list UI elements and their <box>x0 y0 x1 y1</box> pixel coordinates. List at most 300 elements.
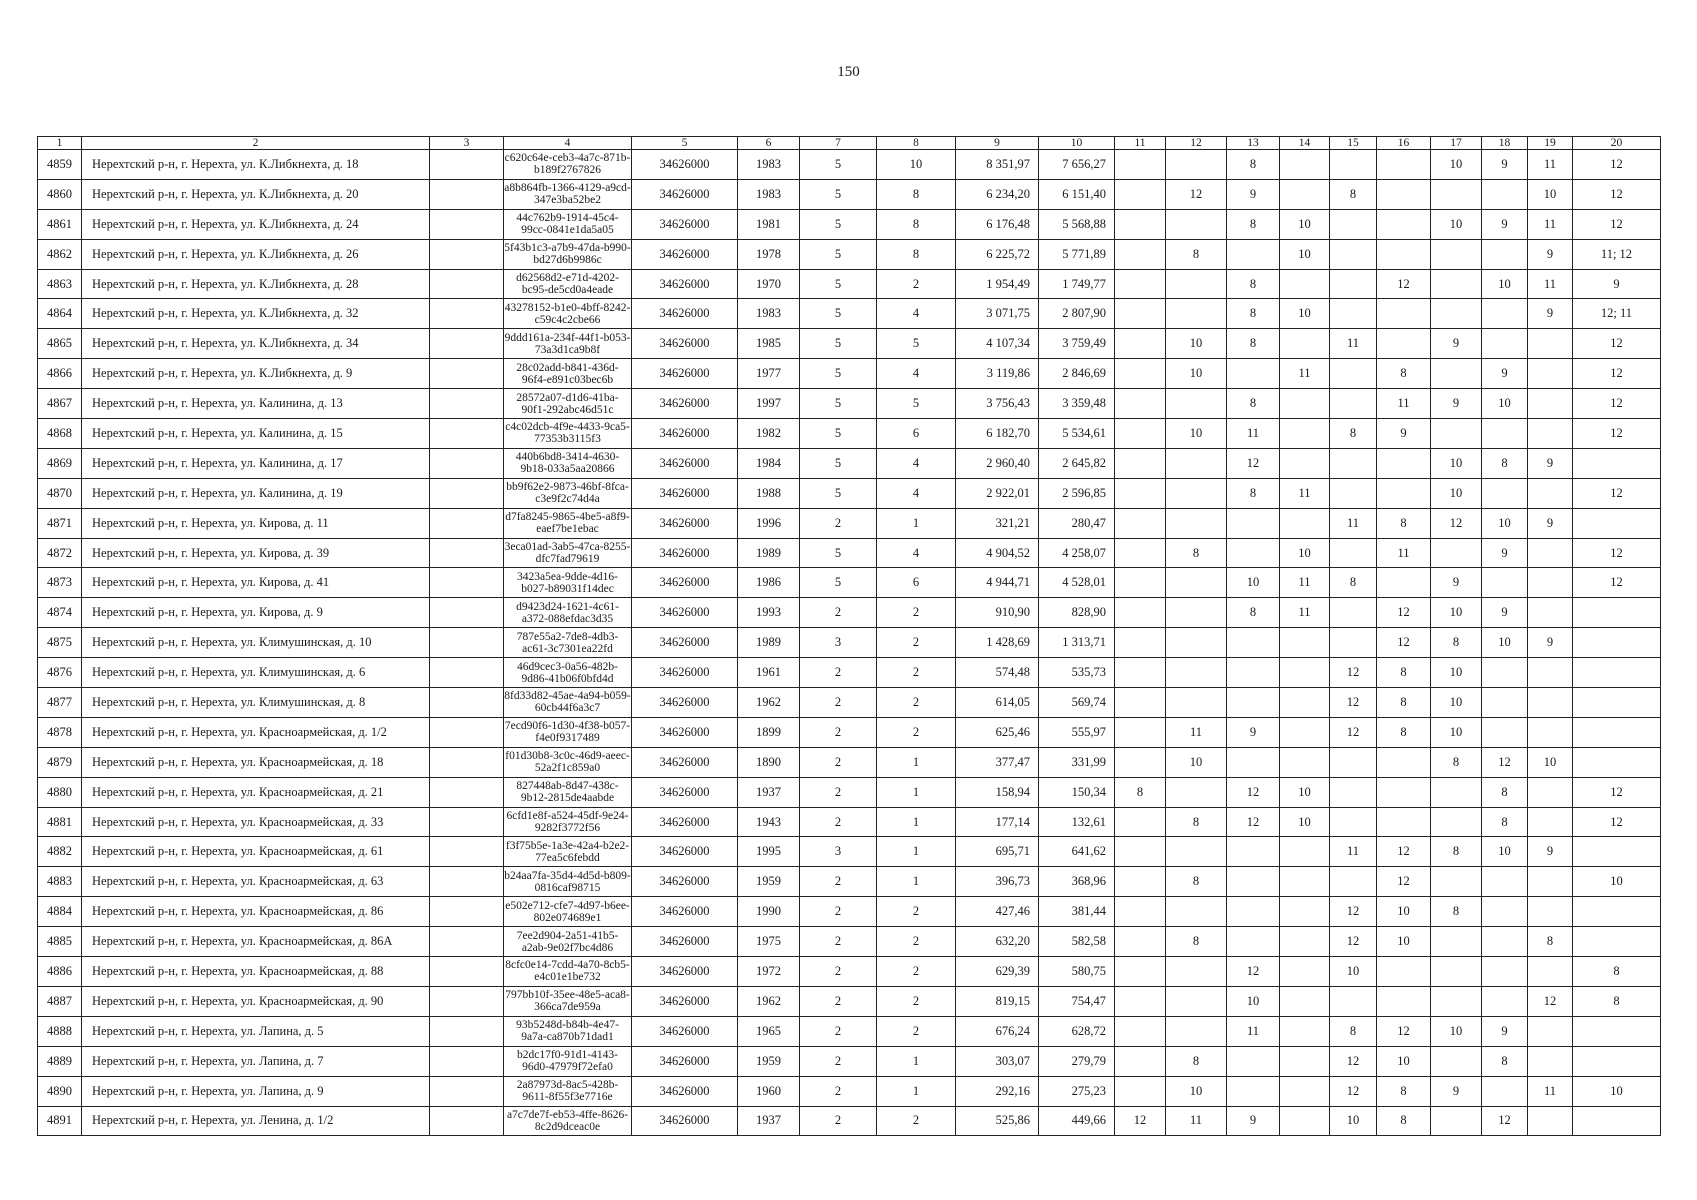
work-type-cell: 10 <box>1431 209 1482 239</box>
work-type-cell <box>1528 359 1573 389</box>
work-type-cell: 8 <box>1573 986 1661 1016</box>
work-type-cell <box>1431 777 1482 807</box>
oktmo-cell: 34626000 <box>632 747 738 777</box>
work-type-cell <box>1482 957 1528 987</box>
address-cell: Нерехтский р-н, г. Нерехта, ул. Кирова, д. 11 <box>82 508 430 538</box>
work-type-cell <box>1115 1046 1166 1076</box>
year-cell: 1978 <box>738 239 800 269</box>
total-area-cell: 396,73 <box>956 867 1039 897</box>
work-type-cell: 12 <box>1227 957 1280 987</box>
work-type-cell <box>1166 957 1227 987</box>
work-type-cell: 8 <box>1166 239 1227 269</box>
floors-cell: 2 <box>800 897 877 927</box>
entrances-cell: 4 <box>877 359 956 389</box>
entrances-cell: 2 <box>877 688 956 718</box>
row-number-cell: 4862 <box>38 239 82 269</box>
living-area-cell: 1 749,77 <box>1039 269 1115 299</box>
oktmo-cell: 34626000 <box>632 419 738 449</box>
work-type-cell <box>1573 1016 1661 1046</box>
work-type-cell <box>1227 359 1280 389</box>
work-type-cell <box>1166 986 1227 1016</box>
table-row <box>38 359 1661 389</box>
year-cell: 1995 <box>738 837 800 867</box>
work-type-cell <box>1115 717 1166 747</box>
work-type-cell: 11 <box>1377 538 1431 568</box>
work-type-cell: 9 <box>1482 150 1528 180</box>
empty-cell <box>430 807 504 837</box>
work-type-cell: 12 <box>1573 179 1661 209</box>
work-type-cell: 10 <box>1330 957 1377 987</box>
year-cell: 1960 <box>738 1076 800 1106</box>
oktmo-cell: 34626000 <box>632 448 738 478</box>
table-row <box>38 598 1661 628</box>
address-cell: Нерехтский р-н, г. Нерехта, ул. К.Либкнехта, д. 24 <box>82 209 430 239</box>
empty-cell <box>430 359 504 389</box>
work-type-cell <box>1166 389 1227 419</box>
work-type-cell <box>1115 389 1166 419</box>
work-type-cell <box>1377 777 1431 807</box>
work-type-cell: 8 <box>1227 389 1280 419</box>
work-type-cell <box>1115 239 1166 269</box>
address-cell: Нерехтский р-н, г. Нерехта, ул. Красноармейская, д. 18 <box>82 747 430 777</box>
table-row <box>38 538 1661 568</box>
register-table <box>37 136 1661 1136</box>
work-type-cell <box>1573 628 1661 658</box>
address-cell: Нерехтский р-н, г. Нерехта, ул. Красноармейская, д. 21 <box>82 777 430 807</box>
work-type-cell <box>1115 150 1166 180</box>
work-type-cell <box>1166 508 1227 538</box>
work-type-cell: 10 <box>1280 299 1330 329</box>
work-type-cell: 12 <box>1227 807 1280 837</box>
work-type-cell: 12 <box>1377 867 1431 897</box>
entrances-cell: 2 <box>877 1016 956 1046</box>
address-cell: Нерехтский р-н, г. Нерехта, ул. Калинина, д. 17 <box>82 448 430 478</box>
row-number-cell: 4891 <box>38 1106 82 1136</box>
work-type-cell <box>1431 239 1482 269</box>
work-type-cell: 10 <box>1280 239 1330 269</box>
table-row <box>38 269 1661 299</box>
total-area-cell: 819,15 <box>956 986 1039 1016</box>
work-type-cell <box>1482 478 1528 508</box>
work-type-cell: 10 <box>1573 867 1661 897</box>
work-type-cell <box>1166 209 1227 239</box>
year-cell: 1983 <box>738 150 800 180</box>
table-row <box>38 628 1661 658</box>
work-type-cell: 9 <box>1431 329 1482 359</box>
work-type-cell: 10 <box>1528 747 1573 777</box>
floors-cell: 2 <box>800 717 877 747</box>
work-type-cell: 12 <box>1482 747 1528 777</box>
empty-cell <box>430 658 504 688</box>
year-cell: 1890 <box>738 747 800 777</box>
work-type-cell: 9 <box>1528 448 1573 478</box>
work-type-cell: 9 <box>1227 179 1280 209</box>
empty-cell <box>430 628 504 658</box>
row-number-cell: 4879 <box>38 747 82 777</box>
living-area-cell: 4 258,07 <box>1039 538 1115 568</box>
total-area-cell: 3 071,75 <box>956 299 1039 329</box>
total-area-cell: 8 351,97 <box>956 150 1039 180</box>
work-type-cell <box>1115 927 1166 957</box>
empty-cell <box>430 837 504 867</box>
row-number-cell: 4869 <box>38 448 82 478</box>
table-row <box>38 389 1661 419</box>
work-type-cell <box>1280 1106 1330 1136</box>
total-area-cell: 910,90 <box>956 598 1039 628</box>
fias-guid-cell: 5f43b1c3-a7b9-47da-b990-bd27d6b9986c <box>504 239 632 269</box>
living-area-cell: 628,72 <box>1039 1016 1115 1046</box>
work-type-cell: 12 <box>1573 359 1661 389</box>
table-row <box>38 419 1661 449</box>
column-number-header: 17 <box>1431 137 1482 150</box>
work-type-cell: 12 <box>1573 478 1661 508</box>
work-type-cell <box>1115 209 1166 239</box>
work-type-cell <box>1280 658 1330 688</box>
work-type-cell: 9 <box>1227 717 1280 747</box>
living-area-cell: 580,75 <box>1039 957 1115 987</box>
work-type-cell: 11 <box>1280 359 1330 389</box>
floors-cell: 2 <box>800 688 877 718</box>
work-type-cell: 9 <box>1528 299 1573 329</box>
living-area-cell: 6 151,40 <box>1039 179 1115 209</box>
total-area-cell: 427,46 <box>956 897 1039 927</box>
work-type-cell <box>1528 389 1573 419</box>
work-type-cell: 10 <box>1431 658 1482 688</box>
empty-cell <box>430 448 504 478</box>
fias-guid-cell: 797bb10f-35ee-48e5-aca8-366ca7de959a <box>504 986 632 1016</box>
work-type-cell <box>1528 957 1573 987</box>
work-type-cell <box>1280 688 1330 718</box>
row-number-cell: 4880 <box>38 777 82 807</box>
table-row <box>38 478 1661 508</box>
oktmo-cell: 34626000 <box>632 209 738 239</box>
work-type-cell: 11 <box>1377 389 1431 419</box>
work-type-cell <box>1115 598 1166 628</box>
entrances-cell: 8 <box>877 179 956 209</box>
fias-guid-cell: 43278152-b1e0-4bff-8242-c59c4c2cbe66 <box>504 299 632 329</box>
work-type-cell <box>1115 359 1166 389</box>
empty-cell <box>430 747 504 777</box>
floors-cell: 2 <box>800 1046 877 1076</box>
work-type-cell <box>1166 269 1227 299</box>
work-type-cell <box>1528 538 1573 568</box>
work-type-cell: 10 <box>1482 508 1528 538</box>
table-body <box>38 150 1661 1136</box>
work-type-cell: 8 <box>1227 598 1280 628</box>
work-type-cell: 8 <box>1166 807 1227 837</box>
fias-guid-cell: 28c02add-b841-436d-96f4-e891c03bec6b <box>504 359 632 389</box>
entrances-cell: 4 <box>877 538 956 568</box>
column-number-header: 15 <box>1330 137 1377 150</box>
work-type-cell <box>1330 867 1377 897</box>
work-type-cell <box>1482 329 1528 359</box>
floors-cell: 5 <box>800 448 877 478</box>
work-type-cell: 9 <box>1377 419 1431 449</box>
oktmo-cell: 34626000 <box>632 538 738 568</box>
work-type-cell: 10 <box>1280 777 1330 807</box>
work-type-cell <box>1330 239 1377 269</box>
row-number-cell: 4876 <box>38 658 82 688</box>
total-area-cell: 4 904,52 <box>956 538 1039 568</box>
total-area-cell: 2 922,01 <box>956 478 1039 508</box>
fias-guid-cell: a7c7de7f-eb53-4ffe-8626-8c2d9dceac0e <box>504 1106 632 1136</box>
work-type-cell <box>1280 389 1330 419</box>
year-cell: 1989 <box>738 628 800 658</box>
work-type-cell <box>1115 867 1166 897</box>
address-cell: Нерехтский р-н, г. Нерехта, ул. К.Либкнехта, д. 20 <box>82 179 430 209</box>
work-type-cell: 9 <box>1431 1076 1482 1106</box>
entrances-cell: 2 <box>877 897 956 927</box>
work-type-cell <box>1227 837 1280 867</box>
row-number-cell: 4861 <box>38 209 82 239</box>
column-number-header: 14 <box>1280 137 1330 150</box>
year-cell: 1982 <box>738 419 800 449</box>
work-type-cell <box>1227 688 1280 718</box>
row-number-cell: 4885 <box>38 927 82 957</box>
address-cell: Нерехтский р-н, г. Нерехта, ул. Калинина, д. 19 <box>82 478 430 508</box>
total-area-cell: 4 107,34 <box>956 329 1039 359</box>
work-type-cell: 9 <box>1528 837 1573 867</box>
empty-cell <box>430 777 504 807</box>
total-area-cell: 177,14 <box>956 807 1039 837</box>
floors-cell: 5 <box>800 269 877 299</box>
year-cell: 1970 <box>738 269 800 299</box>
work-type-cell: 10 <box>1431 478 1482 508</box>
work-type-cell <box>1280 1016 1330 1046</box>
work-type-cell <box>1482 179 1528 209</box>
work-type-cell <box>1115 568 1166 598</box>
column-number-header: 11 <box>1115 137 1166 150</box>
empty-cell <box>430 299 504 329</box>
work-type-cell <box>1528 897 1573 927</box>
column-number-header: 19 <box>1528 137 1573 150</box>
work-type-cell: 8 <box>1528 927 1573 957</box>
year-cell: 1990 <box>738 897 800 927</box>
total-area-cell: 574,48 <box>956 658 1039 688</box>
living-area-cell: 3 359,48 <box>1039 389 1115 419</box>
total-area-cell: 629,39 <box>956 957 1039 987</box>
work-type-cell: 10 <box>1528 179 1573 209</box>
work-type-cell <box>1573 508 1661 538</box>
work-type-cell <box>1280 717 1330 747</box>
work-type-cell <box>1166 568 1227 598</box>
year-cell: 1988 <box>738 478 800 508</box>
entrances-cell: 2 <box>877 1106 956 1136</box>
fias-guid-cell: b24aa7fa-35d4-4d5d-b809-0816caf98715 <box>504 867 632 897</box>
work-type-cell <box>1482 239 1528 269</box>
living-area-cell: 555,97 <box>1039 717 1115 747</box>
column-number-header: 6 <box>738 137 800 150</box>
year-cell: 1962 <box>738 688 800 718</box>
work-type-cell <box>1115 986 1166 1016</box>
oktmo-cell: 34626000 <box>632 568 738 598</box>
work-type-cell: 12 <box>1377 1016 1431 1046</box>
work-type-cell: 10 <box>1166 747 1227 777</box>
work-type-cell <box>1330 389 1377 419</box>
table-row <box>38 1076 1661 1106</box>
year-cell: 1959 <box>738 1046 800 1076</box>
total-area-cell: 6 182,70 <box>956 419 1039 449</box>
work-type-cell: 8 <box>1166 538 1227 568</box>
work-type-cell <box>1330 807 1377 837</box>
living-area-cell: 2 846,69 <box>1039 359 1115 389</box>
column-number-header: 13 <box>1227 137 1280 150</box>
total-area-cell: 614,05 <box>956 688 1039 718</box>
work-type-cell: 12 <box>1330 688 1377 718</box>
work-type-cell: 12 <box>1330 1076 1377 1106</box>
work-type-cell <box>1482 927 1528 957</box>
living-area-cell: 5 534,61 <box>1039 419 1115 449</box>
work-type-cell: 11 <box>1330 837 1377 867</box>
floors-cell: 5 <box>800 568 877 598</box>
floors-cell: 5 <box>800 538 877 568</box>
fias-guid-cell: 6cfd1e8f-a524-45df-9e24-9282f3772f56 <box>504 807 632 837</box>
entrances-cell: 8 <box>877 209 956 239</box>
work-type-cell <box>1330 747 1377 777</box>
total-area-cell: 676,24 <box>956 1016 1039 1046</box>
row-number-cell: 4866 <box>38 359 82 389</box>
work-type-cell <box>1280 927 1330 957</box>
floors-cell: 5 <box>800 150 877 180</box>
floors-cell: 2 <box>800 777 877 807</box>
work-type-cell: 10 <box>1280 538 1330 568</box>
floors-cell: 5 <box>800 239 877 269</box>
work-type-cell: 12 <box>1227 777 1280 807</box>
work-type-cell: 10 <box>1573 1076 1661 1106</box>
oktmo-cell: 34626000 <box>632 179 738 209</box>
work-type-cell: 10 <box>1166 329 1227 359</box>
work-type-cell <box>1482 658 1528 688</box>
year-cell: 1961 <box>738 658 800 688</box>
work-type-cell: 8 <box>1431 747 1482 777</box>
year-cell: 1959 <box>738 867 800 897</box>
address-cell: Нерехтский р-н, г. Нерехта, ул. Кирова, д. 9 <box>82 598 430 628</box>
work-type-cell <box>1227 508 1280 538</box>
column-number-header: 4 <box>504 137 632 150</box>
row-number-cell: 4883 <box>38 867 82 897</box>
work-type-cell <box>1115 179 1166 209</box>
row-number-cell: 4870 <box>38 478 82 508</box>
work-type-cell <box>1166 837 1227 867</box>
work-type-cell <box>1280 419 1330 449</box>
total-area-cell: 377,47 <box>956 747 1039 777</box>
entrances-cell: 2 <box>877 717 956 747</box>
address-cell: Нерехтский р-н, г. Нерехта, ул. Лапина, д. 7 <box>82 1046 430 1076</box>
work-type-cell <box>1330 269 1377 299</box>
work-type-cell: 12 <box>1482 1106 1528 1136</box>
work-type-cell <box>1166 598 1227 628</box>
address-cell: Нерехтский р-н, г. Нерехта, ул. Красноармейская, д. 61 <box>82 837 430 867</box>
work-type-cell <box>1377 807 1431 837</box>
address-cell: Нерехтский р-н, г. Нерехта, ул. Лапина, д. 5 <box>82 1016 430 1046</box>
living-area-cell: 5 771,89 <box>1039 239 1115 269</box>
work-type-cell <box>1115 448 1166 478</box>
work-type-cell <box>1280 747 1330 777</box>
oktmo-cell: 34626000 <box>632 1046 738 1076</box>
entrances-cell: 5 <box>877 389 956 419</box>
work-type-cell <box>1115 957 1166 987</box>
column-number-header: 9 <box>956 137 1039 150</box>
work-type-cell <box>1528 807 1573 837</box>
work-type-cell: 11 <box>1166 717 1227 747</box>
row-number-cell: 4864 <box>38 299 82 329</box>
fias-guid-cell: 7ee2d904-2a51-41b5-a2ab-9e02f7bc4d86 <box>504 927 632 957</box>
total-area-cell: 1 428,69 <box>956 628 1039 658</box>
row-number-cell: 4882 <box>38 837 82 867</box>
work-type-cell: 8 <box>1330 1016 1377 1046</box>
address-cell: Нерехтский р-н, г. Нерехта, ул. К.Либкнехта, д. 26 <box>82 239 430 269</box>
work-type-cell: 10 <box>1227 568 1280 598</box>
work-type-cell: 8 <box>1431 897 1482 927</box>
work-type-cell: 12 <box>1573 150 1661 180</box>
work-type-cell: 8 <box>1227 209 1280 239</box>
work-type-cell <box>1330 299 1377 329</box>
entrances-cell: 2 <box>877 986 956 1016</box>
entrances-cell: 1 <box>877 508 956 538</box>
work-type-cell: 8 <box>1431 628 1482 658</box>
work-type-cell: 12 <box>1330 897 1377 927</box>
work-type-cell <box>1573 658 1661 688</box>
work-type-cell: 12 <box>1166 179 1227 209</box>
oktmo-cell: 34626000 <box>632 1076 738 1106</box>
address-cell: Нерехтский р-н, г. Нерехта, ул. Красноармейская, д. 1/2 <box>82 717 430 747</box>
empty-cell <box>430 1046 504 1076</box>
year-cell: 1996 <box>738 508 800 538</box>
work-type-cell <box>1431 299 1482 329</box>
living-area-cell: 449,66 <box>1039 1106 1115 1136</box>
column-number-header: 12 <box>1166 137 1227 150</box>
fias-guid-cell: d9423d24-1621-4c61-a372-088efdac3d35 <box>504 598 632 628</box>
year-cell: 1989 <box>738 538 800 568</box>
address-cell: Нерехтский р-н, г. Нерехта, ул. Климушинская, д. 10 <box>82 628 430 658</box>
address-cell: Нерехтский р-н, г. Нерехта, ул. Калинина, д. 13 <box>82 389 430 419</box>
work-type-cell: 8 <box>1377 1106 1431 1136</box>
empty-cell <box>430 927 504 957</box>
floors-cell: 5 <box>800 389 877 419</box>
work-type-cell <box>1528 568 1573 598</box>
row-number-cell: 4888 <box>38 1016 82 1046</box>
work-type-cell: 8 <box>1377 1076 1431 1106</box>
entrances-cell: 1 <box>877 777 956 807</box>
work-type-cell <box>1227 658 1280 688</box>
work-type-cell <box>1330 628 1377 658</box>
work-type-cell <box>1280 448 1330 478</box>
work-type-cell: 8 <box>1227 269 1280 299</box>
address-cell: Нерехтский р-н, г. Нерехта, ул. Калинина, д. 15 <box>82 419 430 449</box>
work-type-cell: 12 <box>1377 628 1431 658</box>
work-type-cell <box>1280 897 1330 927</box>
floors-cell: 5 <box>800 329 877 359</box>
work-type-cell <box>1330 538 1377 568</box>
row-number-cell: 4889 <box>38 1046 82 1076</box>
entrances-cell: 4 <box>877 448 956 478</box>
row-number-cell: 4873 <box>38 568 82 598</box>
floors-cell: 2 <box>800 807 877 837</box>
row-number-cell: 4886 <box>38 957 82 987</box>
work-type-cell: 9 <box>1528 508 1573 538</box>
total-area-cell: 625,46 <box>956 717 1039 747</box>
work-type-cell <box>1115 807 1166 837</box>
work-type-cell: 12 <box>1573 419 1661 449</box>
work-type-cell <box>1280 269 1330 299</box>
table-row <box>38 329 1661 359</box>
fias-guid-cell: 7ecd90f6-1d30-4f38-b057-f4e0f9317489 <box>504 717 632 747</box>
work-type-cell: 12 <box>1573 538 1661 568</box>
work-type-cell <box>1280 837 1330 867</box>
living-area-cell: 150,34 <box>1039 777 1115 807</box>
fias-guid-cell: b2dc17f0-91d1-4143-96d0-47979f72efa0 <box>504 1046 632 1076</box>
total-area-cell: 303,07 <box>956 1046 1039 1076</box>
